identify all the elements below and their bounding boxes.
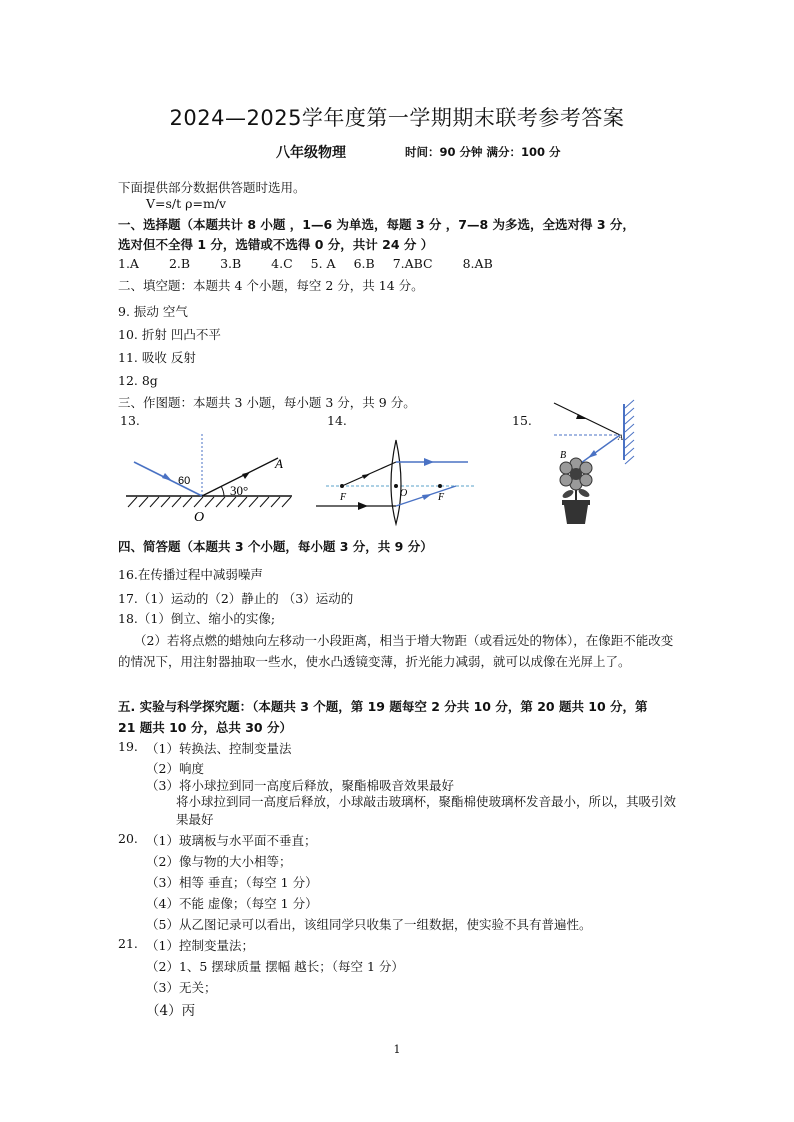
- answer-12: 12. 8g: [118, 373, 158, 388]
- section4-heading: 四、简答题（本题共 3 个小题，每小题 3 分，共 9 分）: [118, 539, 433, 554]
- q20-answer-4: （4）不能 虚像；（每空 1 分）: [146, 896, 318, 911]
- section5-heading-line2: 21 题共 10 分，总共 30 分）: [118, 720, 292, 735]
- optical-center-label: O: [400, 488, 408, 499]
- section5-heading-line1: 五. 实验与科学探究题：（本题共 3 个题，第 19 题每空 2 分共 10 分，第 20 题共 10 分，第: [118, 699, 648, 714]
- angle-arc: [221, 486, 224, 496]
- answer-10: 10. 折射 凹凸不平: [118, 327, 221, 342]
- formulas: V=s/t ρ=m/v: [146, 196, 227, 211]
- answer-6: 6.B: [353, 256, 375, 271]
- focus-left-label: F: [340, 492, 347, 503]
- section1-heading-line2: 选对但不全得 1 分，选错或不选得 0 分，共计 24 分 ）: [118, 237, 434, 252]
- answer-7: 7.ABC: [392, 256, 433, 271]
- q14-label: 14.: [327, 413, 347, 428]
- refracted-arrow-2: [422, 494, 432, 500]
- flower: [560, 458, 592, 500]
- incident-arrow: [162, 473, 172, 481]
- answer-16: 16.在传播过程中减弱噪声: [118, 567, 263, 582]
- section1-heading-line1: 一、选择题（本题共计 8 小题 ，1—6 为单选，每题 3 分 ，7—8 为多选，全选对得 3 分，: [118, 217, 635, 232]
- q15-label: 15.: [512, 413, 532, 428]
- ray-arrow-2: [358, 502, 368, 510]
- angle-30-label: 30°: [230, 483, 249, 498]
- answer-4: 4.C: [271, 256, 293, 271]
- q21-answer-1: （1）控制变量法；: [146, 938, 254, 953]
- answer-17: 17.（1）运动的（2）静止的 （3）运动的: [118, 591, 354, 606]
- mirror-hatching: [128, 497, 291, 507]
- q20-answer-5: （5）从乙图记录可以看出，该组同学只收集了一组数据，使实验不具有普遍性。: [146, 917, 592, 932]
- mirror-hatching: [625, 400, 634, 464]
- figure-14-lens: [312, 432, 482, 527]
- convex-lens: [391, 440, 401, 524]
- q19-answer-3-detail: 将小球拉到同一高度后释放，小球敲击玻璃杯，聚酯棉使玻璃杯发音最小，所以，其吸引效果最好: [176, 794, 677, 827]
- point-a-label: A: [618, 433, 623, 442]
- point-a-label: A: [275, 456, 283, 471]
- q20-number: 20.: [118, 831, 138, 846]
- intro-text: 下面提供部分数据供答题时选用。: [118, 180, 306, 195]
- optical-center-point: [394, 484, 398, 488]
- reflected-arrow: [242, 472, 250, 479]
- answer-1: 1.A: [118, 256, 139, 271]
- refracted-arrow-1: [424, 458, 434, 466]
- q20-answer-1: （1）玻璃板与水平面不垂直；: [146, 833, 317, 848]
- answer-2: 2.B: [168, 256, 191, 271]
- q19-answer-2: （2）响度: [146, 761, 204, 776]
- page-number: 1: [393, 1043, 401, 1056]
- reflected-arrow: [588, 450, 597, 458]
- exam-info: 时间：90 分钟 满分：100 分: [405, 145, 561, 159]
- q21-answer-4: （4）丙: [146, 1003, 196, 1019]
- q21-answer-3: （3）无关；: [146, 980, 217, 995]
- q13-label: 13.: [120, 413, 140, 428]
- answer-11: 11. 吸收 反射: [118, 350, 196, 365]
- answer-18-part1: 18.（1）倒立、缩小的实像;: [118, 611, 276, 626]
- q21-answer-2: （2）1、5 摆球质量 摆幅 越长；（每空 1 分）: [146, 959, 404, 974]
- answer-3: 3.B: [220, 256, 242, 271]
- answer-18-part2: （2）若将点燃的蜡烛向左移动一小段距离，相当于增大物距（或看远处的物体），在像距不能改变的情况下，用注射器抽取一些水，使水凸透镜变薄，折光能力减弱，就可以成像在光屏上了。: [118, 633, 674, 669]
- q19-number: 19.: [118, 739, 138, 754]
- incident-ray: [554, 403, 620, 435]
- document-subtitle: 八年级物理: [276, 145, 346, 161]
- ray-arrow-1: [362, 474, 370, 479]
- angle-60-label: 60: [178, 475, 191, 487]
- answer-9: 9. 振动 空气: [118, 304, 188, 319]
- flower-pot: [562, 500, 590, 524]
- q20-answer-2: （2）像与物的大小相等；: [146, 854, 292, 869]
- figure-15-mirror-flower: [548, 398, 638, 528]
- figure-13-reflection: [120, 428, 300, 528]
- answer-5: 5. A: [310, 256, 336, 271]
- section2-heading: 二、填空题：本题共 4 个小题，每空 2 分，共 14 分。: [118, 278, 424, 293]
- document-title: 2024—2025学年度第一学期期末联考参考答案: [169, 106, 625, 130]
- q19-answer-1: （1）转换法、控制变量法: [146, 741, 292, 756]
- ray-through-focus: [342, 462, 396, 486]
- point-b-label: B: [560, 450, 567, 461]
- point-o-label: O: [194, 510, 205, 525]
- q20-answer-3: （3）相等 垂直；（每空 1 分）: [146, 875, 318, 890]
- section3-heading: 三、作图题：本题共 3 小题，每小题 3 分，共 9 分。: [118, 395, 416, 410]
- q21-number: 21.: [118, 936, 138, 951]
- focus-left-point: [340, 484, 344, 488]
- focus-right-label: F: [438, 492, 445, 503]
- focus-right-point: [438, 484, 442, 488]
- section1-answers: [118, 256, 493, 271]
- q19-answer-3: （3）将小球拉到同一高度后释放，聚酯棉吸音效果最好: [146, 778, 454, 793]
- answer-8: 8.AB: [462, 256, 493, 271]
